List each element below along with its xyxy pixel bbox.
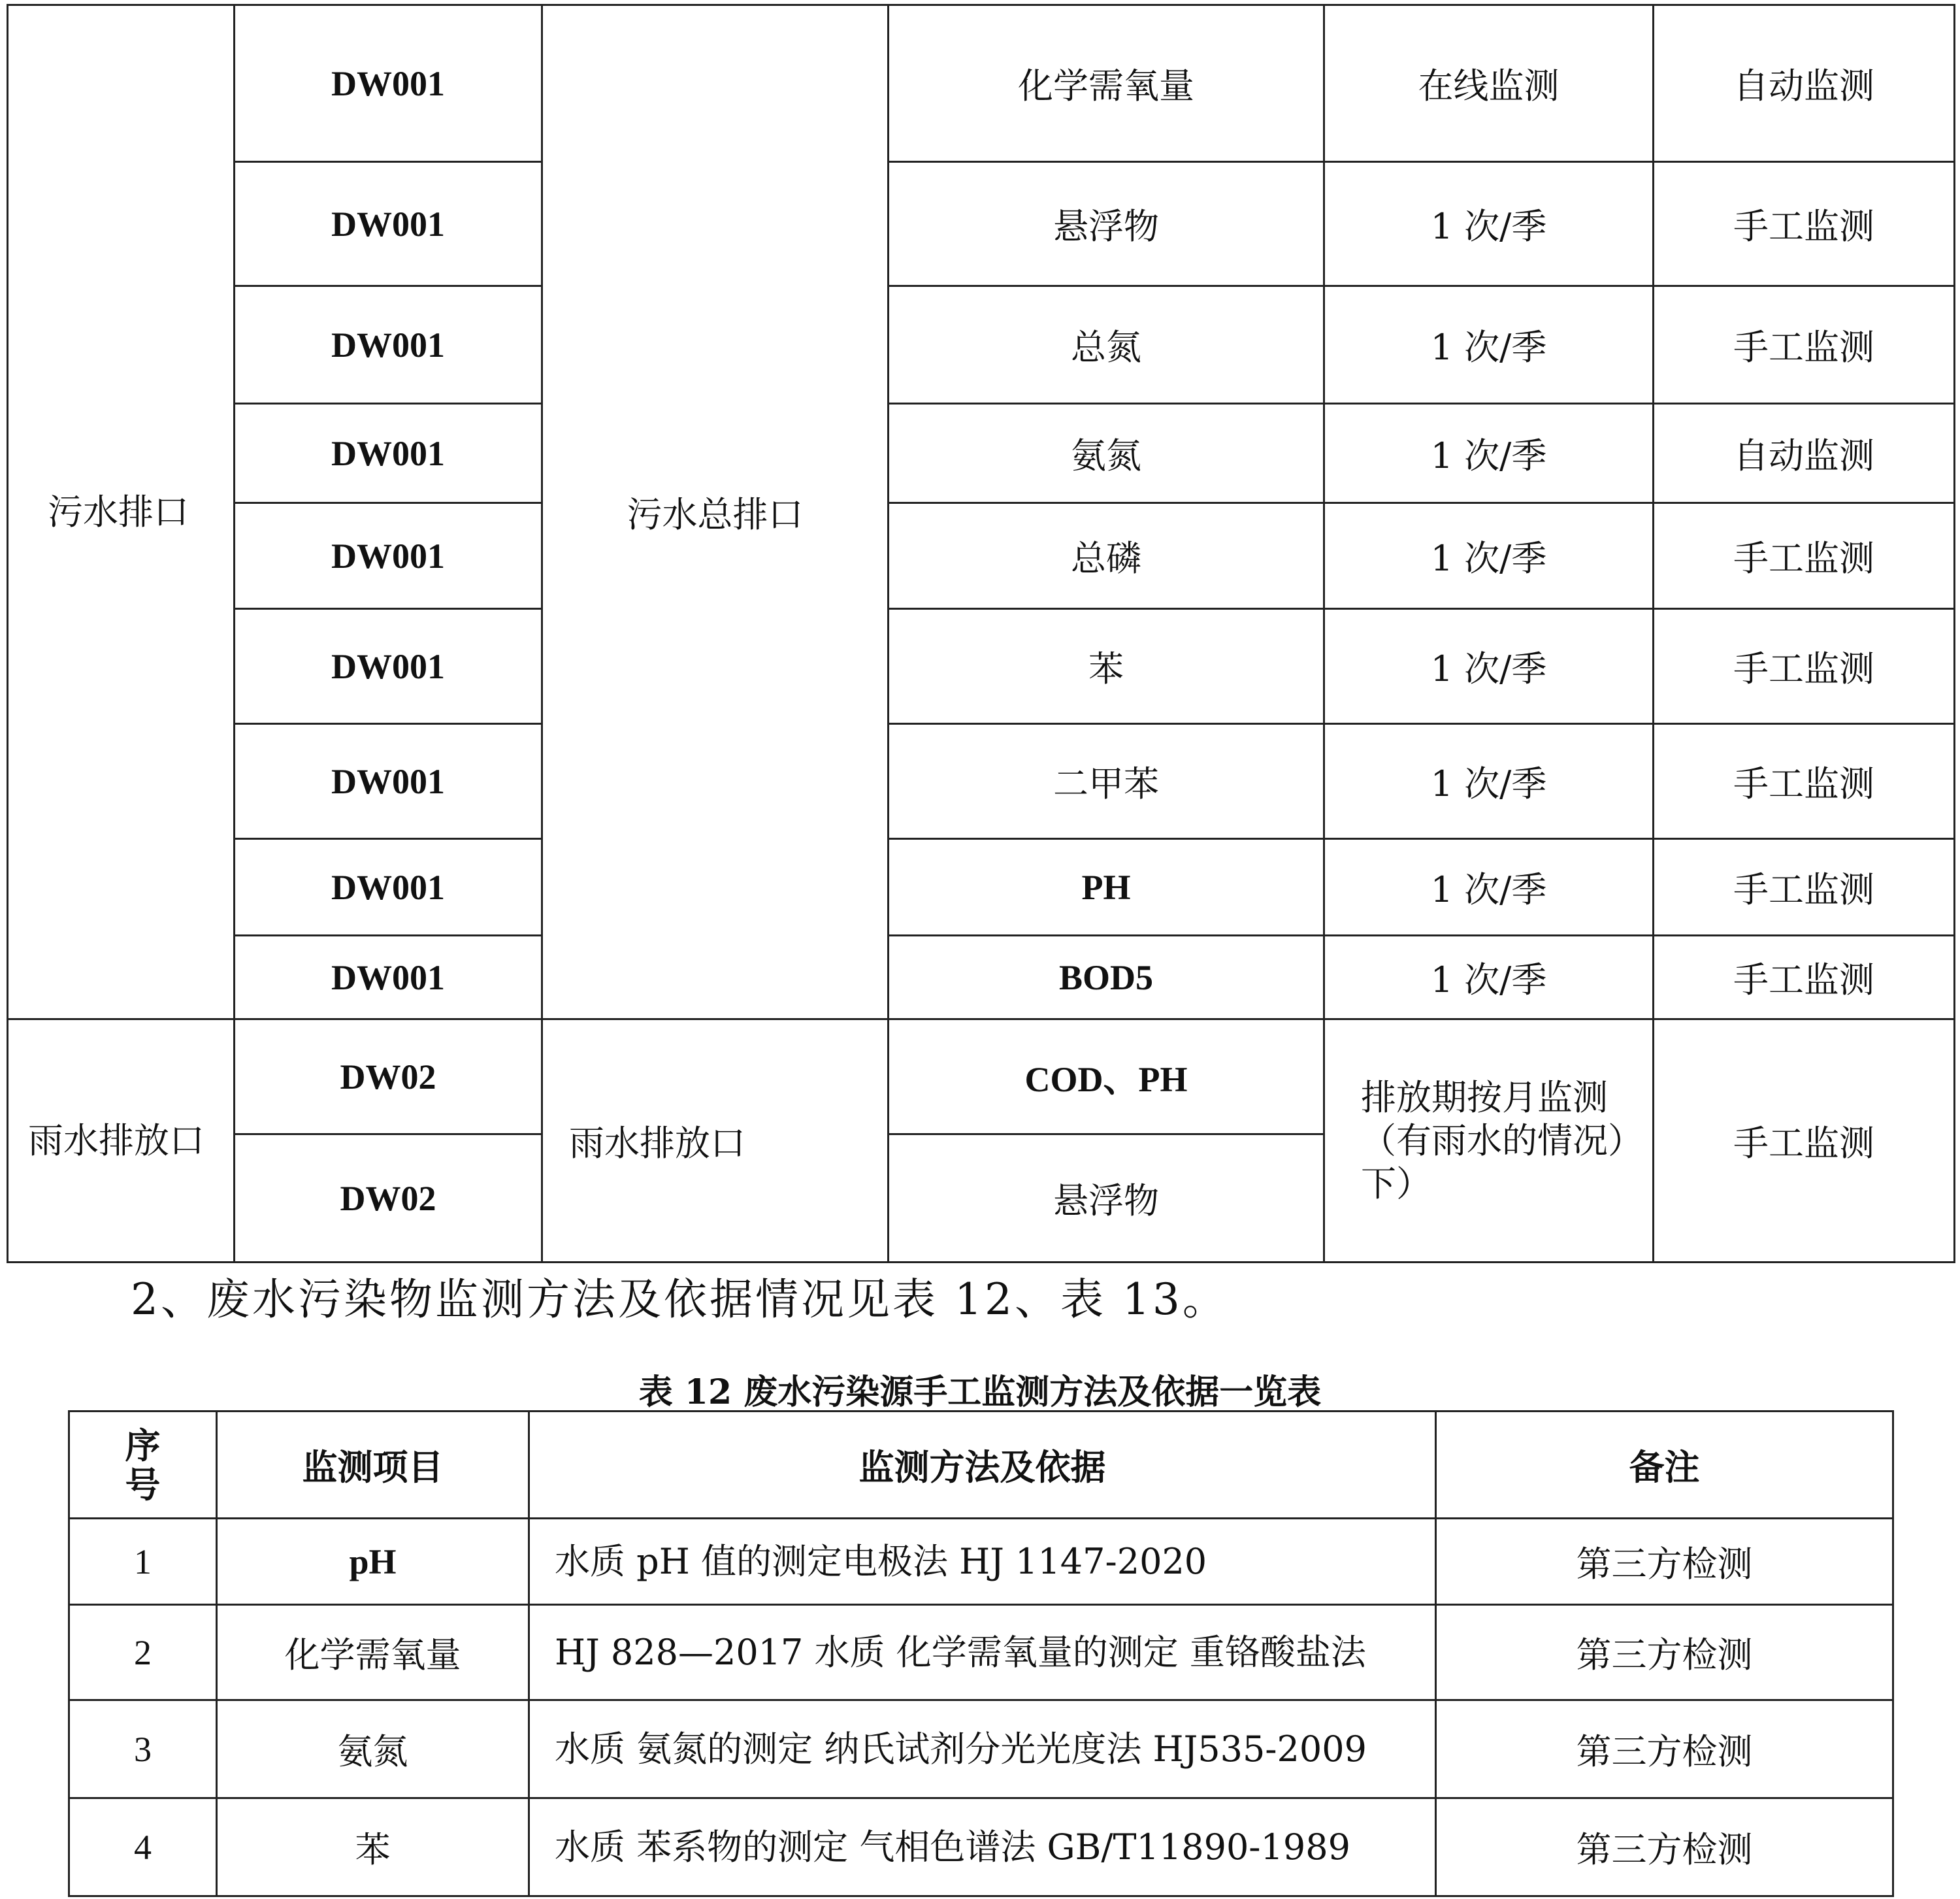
table-row <box>8 503 1955 609</box>
note-cell: 第三方检测 <box>1436 1798 1893 1896</box>
column-header: 监测方法及依据 <box>529 1412 1436 1519</box>
outlet-code-cell: DW001 <box>235 936 542 1019</box>
item-cell: 悬浮物 <box>889 1134 1324 1263</box>
item-cell: pH <box>217 1519 529 1605</box>
item-cell: 总氮 <box>889 286 1324 404</box>
item-cell: 苯 <box>217 1798 529 1896</box>
table-row <box>69 1519 1893 1605</box>
method-cell: 水质 苯系物的测定 气相色谱法 GB/T11890-1989 <box>529 1798 1436 1896</box>
item-cell: PH <box>889 839 1324 936</box>
monitoring-table <box>7 4 1955 1263</box>
method-cell: 手工监测 <box>1654 1019 1955 1263</box>
item-cell: 化学需氧量 <box>217 1605 529 1700</box>
method-cell: 手工监测 <box>1654 162 1955 286</box>
item-cell: 总磷 <box>889 503 1324 609</box>
method-cell: 水质 氨氮的测定 纳氏试剂分光光度法 HJ535-2009 <box>529 1700 1436 1798</box>
method-table <box>68 1410 1894 1897</box>
frequency-cell: 1 次/季 <box>1324 404 1654 503</box>
outlet-name-cell: 污水总排口 <box>542 5 889 1019</box>
method-cell: HJ 828—2017 水质 化学需氧量的测定 重铬酸盐法 <box>529 1605 1436 1700</box>
method-cell: 手工监测 <box>1654 724 1955 839</box>
outlet-code-cell: DW001 <box>235 162 542 286</box>
outlet-code-cell: DW001 <box>235 724 542 839</box>
frequency-cell: 1 次/季 <box>1324 724 1654 839</box>
table-row <box>8 1019 1955 1134</box>
column-header: 备注 <box>1436 1412 1893 1519</box>
item-cell: 苯 <box>889 609 1324 724</box>
frequency-cell: 1 次/季 <box>1324 162 1654 286</box>
method-cell: 手工监测 <box>1654 503 1955 609</box>
table-row <box>69 1798 1893 1896</box>
method-cell: 自动监测 <box>1654 5 1955 162</box>
method-cell: 手工监测 <box>1654 839 1955 936</box>
method-cell: 手工监测 <box>1654 936 1955 1019</box>
outlet-name-cell: 雨水排放口 <box>542 1019 889 1263</box>
outlet-code-cell: DW001 <box>235 404 542 503</box>
frequency-cell: 排放期按月监测（有雨水的情况）下） <box>1324 1019 1654 1263</box>
header-row <box>69 1412 1893 1519</box>
row-number: 4 <box>69 1798 217 1896</box>
table-row <box>69 1605 1893 1700</box>
item-cell: COD、PH <box>889 1019 1324 1134</box>
row-number: 3 <box>69 1700 217 1798</box>
frequency-cell: 1 次/季 <box>1324 936 1654 1019</box>
table-row <box>8 404 1955 503</box>
outlet-code-cell: DW001 <box>235 609 542 724</box>
table-row <box>8 724 1955 839</box>
item-cell: 悬浮物 <box>889 162 1324 286</box>
table-row <box>8 5 1955 162</box>
row-number: 1 <box>69 1519 217 1605</box>
frequency-cell: 在线监测 <box>1324 5 1654 162</box>
method-cell: 手工监测 <box>1654 286 1955 404</box>
item-cell: BOD5 <box>889 936 1324 1019</box>
category-cell: 污水排口 <box>8 5 235 1019</box>
outlet-code-cell: DW02 <box>235 1019 542 1134</box>
table-row <box>8 162 1955 286</box>
outlet-code-cell: DW001 <box>235 286 542 404</box>
section-heading: 2、废水污染物监测方法及依据情况见表 12、表 13。 <box>131 1274 1228 1325</box>
outlet-code-cell: DW001 <box>235 839 542 936</box>
note-cell: 第三方检测 <box>1436 1519 1893 1605</box>
column-header: 监测项目 <box>217 1412 529 1519</box>
item-cell: 二甲苯 <box>889 724 1324 839</box>
table-row <box>8 286 1955 404</box>
table-row <box>8 609 1955 724</box>
method-cell: 水质 pH 值的测定电极法 HJ 1147-2020 <box>529 1519 1436 1605</box>
table-row <box>8 936 1955 1019</box>
note-cell: 第三方检测 <box>1436 1700 1893 1798</box>
outlet-code-cell: DW001 <box>235 5 542 162</box>
item-cell: 氨氮 <box>889 404 1324 503</box>
frequency-cell: 1 次/季 <box>1324 839 1654 936</box>
frequency-cell: 1 次/季 <box>1324 609 1654 724</box>
row-number: 2 <box>69 1605 217 1700</box>
item-cell: 氨氮 <box>217 1700 529 1798</box>
method-cell: 手工监测 <box>1654 609 1955 724</box>
table-row <box>8 839 1955 936</box>
frequency-cell: 1 次/季 <box>1324 503 1654 609</box>
table-caption: 表 12 废水污染源手工监测方法及依据一览表 <box>638 1372 1322 1412</box>
outlet-code-cell: DW02 <box>235 1134 542 1263</box>
note-cell: 第三方检测 <box>1436 1605 1893 1700</box>
item-cell: 化学需氧量 <box>889 5 1324 162</box>
frequency-cell: 1 次/季 <box>1324 286 1654 404</box>
outlet-code-cell: DW001 <box>235 503 542 609</box>
column-header: 序号 <box>69 1412 217 1519</box>
method-cell: 自动监测 <box>1654 404 1955 503</box>
category-cell: 雨水排放口 <box>8 1019 235 1263</box>
table-row <box>69 1700 1893 1798</box>
